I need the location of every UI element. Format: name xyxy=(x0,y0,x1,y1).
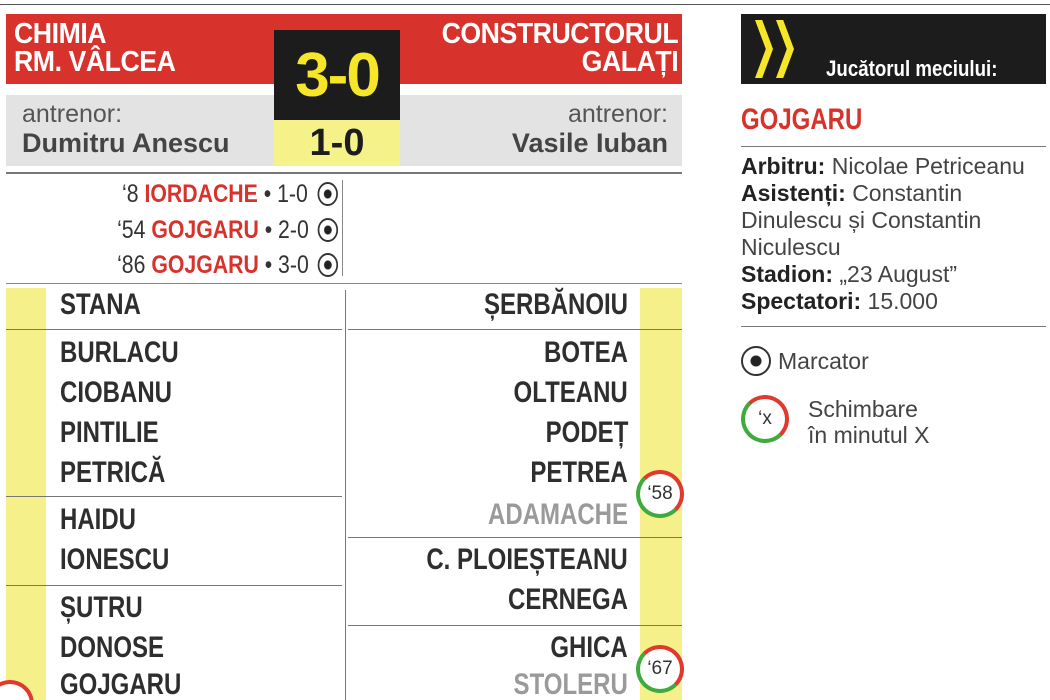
motm-title: Jucătorul meciului: xyxy=(826,56,998,81)
away-team-name xyxy=(441,20,678,76)
goal-row xyxy=(123,179,338,209)
referee-label: Arbitru: xyxy=(741,153,826,179)
away-player: OLTEANU xyxy=(513,376,628,409)
goal-score: • 2-0 xyxy=(264,216,309,244)
home-player: ȘUTRU xyxy=(60,591,143,624)
lineup-center-divider xyxy=(345,290,346,700)
away-team-line1: CONSTRUCTORUL xyxy=(441,18,678,50)
goal-scorer: GOJGARU xyxy=(150,216,259,244)
side-divider xyxy=(741,326,1046,327)
ball-icon xyxy=(318,218,338,242)
spectators-label: Spectatori: xyxy=(741,288,862,314)
goal-scorer: GOJGARU xyxy=(150,251,259,279)
substitution-icon: ‘58 xyxy=(636,470,684,518)
goal-score: • 3-0 xyxy=(264,251,309,279)
away-player: PETREA xyxy=(530,456,628,489)
assistants-value: Constantin Dinulescu și Constantin Niculescu xyxy=(741,180,982,260)
away-sub-player: STOLERU xyxy=(513,668,628,700)
goals-bottom-rule xyxy=(6,283,682,284)
stadium-row xyxy=(741,261,1041,288)
goals-divider xyxy=(342,180,343,276)
away-coach-label: antrenor: xyxy=(567,100,668,128)
home-player: PETRICĂ xyxy=(60,456,166,489)
ball-icon xyxy=(741,346,771,376)
goal-score: • 1-0 xyxy=(264,180,309,208)
player-of-match: GOJGARU xyxy=(741,103,863,136)
legend-sub-line2: în minutul X xyxy=(808,422,930,448)
away-player: BOTEA xyxy=(544,336,628,369)
legend-sub-line1: Schimbare xyxy=(808,396,918,422)
away-player: C. PLOIEȘTEANU xyxy=(426,543,628,576)
away-line-divider xyxy=(348,329,682,330)
away-coach-name: Vasile Iuban xyxy=(511,128,668,158)
final-score: 3-0 xyxy=(295,41,379,110)
side-divider xyxy=(741,146,1046,147)
home-player: DONOSE xyxy=(60,631,165,664)
home-player: GOJGARU xyxy=(60,668,182,700)
home-lineup-strip xyxy=(6,288,46,700)
home-coach-label: antrenor: xyxy=(22,100,123,128)
home-coach-name: Dumitru Anescu xyxy=(22,128,230,158)
away-line-divider xyxy=(348,625,682,626)
ball-icon xyxy=(318,182,338,206)
home-team-line2: RM. VÂLCEA xyxy=(14,46,176,78)
top-rule xyxy=(0,4,1050,5)
home-player: CIOBANU xyxy=(60,376,172,409)
stadium-value: „23 August” xyxy=(839,261,958,287)
away-line-divider xyxy=(348,537,682,538)
assistants-row xyxy=(741,180,1041,261)
substitution-icon: ‘67 xyxy=(636,645,684,693)
home-player: PINTILIE xyxy=(60,416,159,449)
home-player: STANA xyxy=(60,288,141,321)
home-line-divider xyxy=(6,329,342,330)
goal-scorer: IORDACHE xyxy=(144,180,259,208)
away-player: CERNEGA xyxy=(507,583,628,616)
home-player: BURLACU xyxy=(60,336,179,369)
goal-minute: ‘86 xyxy=(116,251,145,279)
ball-icon xyxy=(318,253,338,277)
referee-row xyxy=(741,153,1041,180)
away-player: ȘERBĂNOIU xyxy=(483,288,628,321)
match-info xyxy=(741,153,1041,315)
substitution-icon: ‘x xyxy=(741,395,789,443)
assistants-label: Asistenți: xyxy=(741,180,846,206)
home-line-divider xyxy=(6,496,342,497)
legend-scorer: Marcator xyxy=(778,348,869,374)
goal-minute: ‘8 xyxy=(122,180,140,208)
spectators-value: 15.000 xyxy=(867,288,938,314)
halftime-score: 1-0 xyxy=(309,122,365,164)
goal-row xyxy=(117,215,338,245)
away-player: PODEȚ xyxy=(545,416,628,449)
home-line-divider xyxy=(6,585,342,586)
away-player: GHICA xyxy=(550,631,628,664)
away-team-line2: GALAȚI xyxy=(581,46,678,78)
goal-row xyxy=(117,250,338,280)
home-player: HAIDU xyxy=(60,503,136,536)
goal-minute: ‘54 xyxy=(116,216,145,244)
home-team-name xyxy=(14,20,175,76)
spectators-row xyxy=(741,288,1041,315)
home-player: IONESCU xyxy=(60,543,170,576)
referee-value: Nicolae Petriceanu xyxy=(831,153,1025,179)
away-sub-player: ADAMACHE xyxy=(488,498,628,531)
stadium-label: Stadion: xyxy=(741,261,833,287)
home-team-line1: CHIMIA xyxy=(14,18,107,50)
header-divider xyxy=(6,172,682,174)
